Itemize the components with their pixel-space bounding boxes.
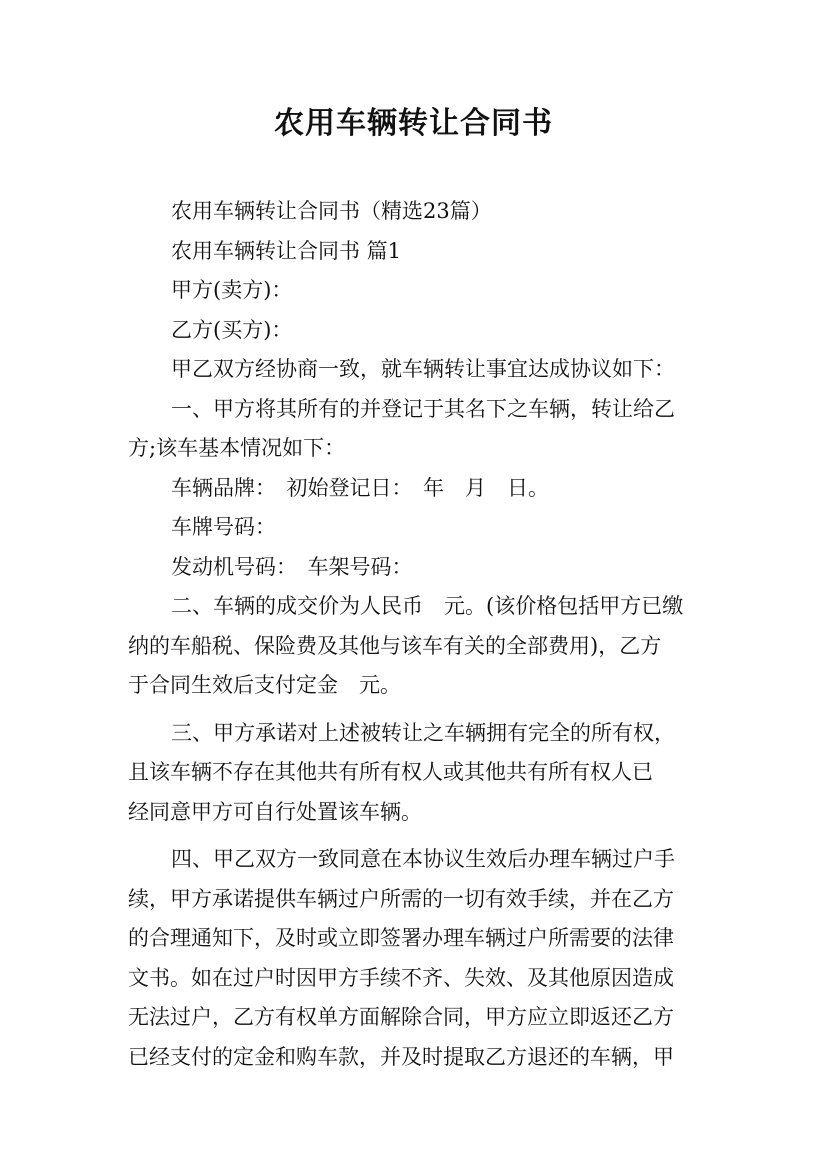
text-line: 农用车辆转让合同书 篇1: [171, 238, 402, 263]
text-line: 三、甲方承诺对上述被转让之车辆拥有完全的所有权，: [171, 720, 675, 745]
text-line: 车牌号码：: [171, 515, 276, 539]
text-line: 农用车辆转让合同书（精选23篇）: [171, 199, 492, 223]
text-line: 且该车辆不存在其他共有所有权人或其他共有所有权人已: [128, 760, 653, 784]
text-line: 的合理通知下，及时或立即签署办理车辆过户所需要的法律: [128, 926, 674, 950]
text-line: 车辆品牌： 初始登记日： 年 月 日。: [171, 475, 549, 500]
text-line: 纳的车船税、保险费及其他与该车有关的全部费用)，乙方: [128, 633, 662, 658]
text-line: 乙方(买方)：: [171, 317, 293, 342]
text-line: 文书。如在过户时因甲方手续不齐、失效、及其他原因造成: [128, 965, 674, 990]
text-line: 甲方(卖方)：: [171, 278, 293, 302]
text-line: 二、车辆的成交价为人民币 元。(该价格包括甲方已缴: [171, 594, 684, 618]
text-line: 续，甲方承诺提供车辆过户所需的一切有效手续，并在乙方: [128, 886, 674, 911]
text-line: 已经支付的定金和购车款，并及时提取乙方退还的车辆，甲: [128, 1044, 674, 1069]
document-title: 农用车辆转让合同书: [274, 106, 553, 141]
text-line: 无法过户，乙方有权单方面解除合同，甲方应立即返还乙方: [128, 1005, 674, 1029]
text-line: 四、甲乙双方一致同意在本协议生效后办理车辆过户手: [171, 847, 675, 871]
text-line: 经同意甲方可自行处置该车辆。: [128, 799, 422, 824]
text-line: 于合同生效后支付定金 元。: [128, 673, 401, 697]
text-line: 甲乙双方经协商一致，就车辆转让事宜达成协议如下：: [171, 357, 675, 381]
text-line: 一、甲方将其所有的并登记于其名下之车辆，转让给乙: [171, 396, 675, 421]
text-line: 方;该车基本情况如下：: [128, 436, 346, 460]
document-body: [128, 192, 714, 1077]
text-line: 发动机号码： 车架号码：: [171, 554, 413, 579]
